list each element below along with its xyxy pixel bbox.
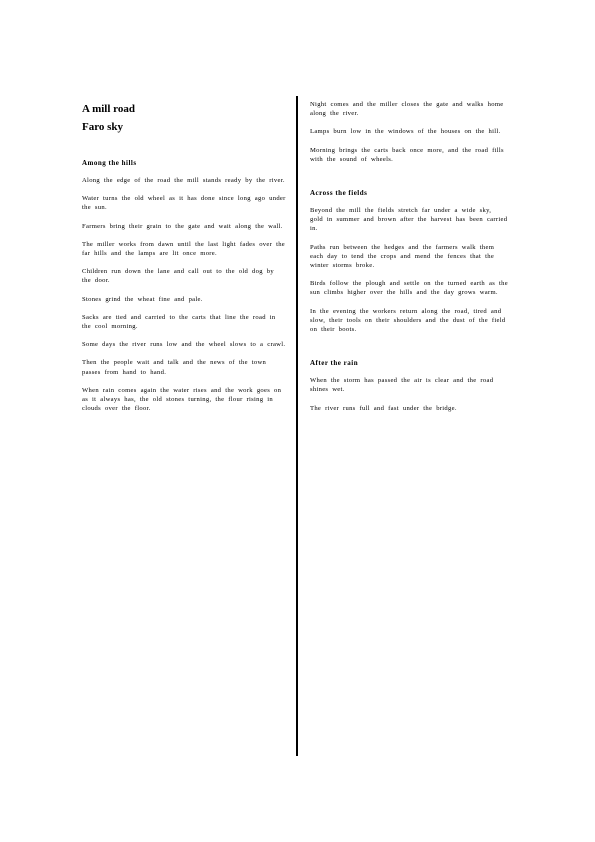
document-subtitle: Faro sky bbox=[82, 121, 124, 133]
paragraph: Night comes and the miller closes the gate and walks home along the river. bbox=[310, 101, 504, 118]
paragraph: Morning brings the carts back once more, and the road fills with the sound of wheels. bbox=[310, 146, 504, 163]
paragraph: The miller works from dawn until the last light fades over the far hills and the lamps are lit once more. bbox=[82, 240, 286, 258]
paragraph: Lamps burn low in the windows of the houses on the hill. bbox=[310, 128, 501, 136]
column-divider bbox=[296, 96, 298, 756]
section-heading: Among the hills bbox=[82, 159, 137, 167]
paragraph: Some days the river runs low and the wheel slows to a crawl. bbox=[82, 341, 286, 349]
paragraph: When the storm has passed the air is clear and the road shines wet. bbox=[310, 377, 494, 394]
paragraph: When rain comes again the water rises and the work goes on as it always has, the old stones turning, the flour rising in clouds over the floor. bbox=[82, 386, 282, 413]
paragraph: Children run down the lane and call out to the old dog by the door. bbox=[82, 268, 274, 285]
paragraph: In the evening the workers return along the road, tired and slow, their tools on their shoulders and the dust of the field on their boots. bbox=[310, 307, 506, 334]
section-heading: After the rain bbox=[310, 359, 359, 368]
document-title: A mill road bbox=[82, 103, 135, 115]
right-column bbox=[310, 100, 508, 413]
paragraph: Along the edge of the road the mill stands ready by the river. bbox=[82, 177, 285, 184]
paragraph: Paths run between the hedges and the farmers walk them each day to tend the crops and mend the fences that the winter storms broke. bbox=[310, 243, 495, 270]
paragraph: Then the people wait and talk and the news of the town passes from hand to hand. bbox=[82, 359, 267, 376]
paragraph: Sacks are tied and carried to the carts that line the road in the cool morning. bbox=[82, 313, 276, 331]
paragraph: Farmers bring their grain to the gate and wait along the wall. bbox=[82, 222, 283, 230]
paragraph: Beyond the mill the fields stretch far under a wide sky, gold in summer and brown after the harvest has been carried in. bbox=[310, 207, 508, 233]
section-heading: Across the fields bbox=[310, 189, 368, 198]
paragraph: Birds follow the plough and settle on the turned earth as the sun climbs higher over the hills and the day grows warm. bbox=[310, 280, 508, 297]
paragraph: Stones grind the wheat fine and pale. bbox=[82, 295, 203, 303]
left-column bbox=[82, 158, 286, 413]
paragraph: The river runs full and fast under the bridge. bbox=[310, 404, 457, 412]
paragraph: Water turns the old wheel as it has done since long ago under the sun. bbox=[82, 195, 286, 212]
